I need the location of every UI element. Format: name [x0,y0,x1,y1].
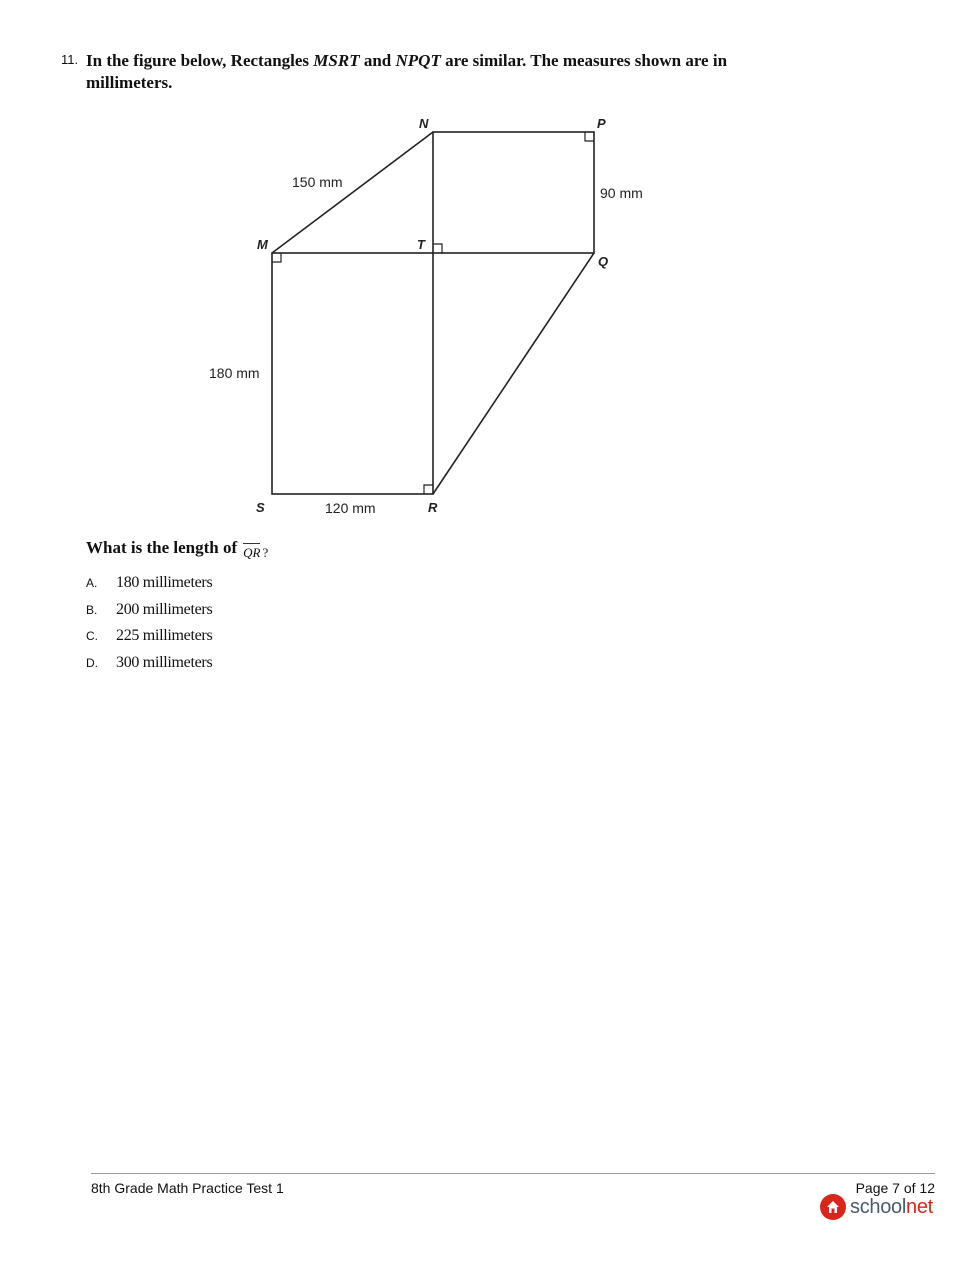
right-angle-t [433,244,442,253]
choice-a[interactable] [86,574,212,601]
geometry-figure [190,108,670,528]
question-text [86,50,786,94]
question-text-end: are similar. The measures shown are in millimeters. [86,51,728,92]
page-number: Page 7 of 12 [855,1180,935,1196]
right-angle-m [272,253,281,262]
choice-letter: C. [86,629,98,644]
footer-divider [91,1173,935,1174]
answer-choices [86,574,212,681]
house-icon [820,1194,846,1220]
label-sr: 120 mm [325,500,376,516]
segment-qr [433,253,594,494]
rect-msrt: MSRT [313,51,360,70]
right-angle-r [424,485,433,494]
rectangle-npqt [433,132,594,253]
segment-mn [272,132,433,253]
question-text-start: In the figure below, Rectangles [86,51,314,70]
logo-main: school [850,1195,907,1218]
choice-text: 300 millimeters [116,654,213,672]
vertex-s: S [256,500,265,515]
choice-d[interactable] [86,654,212,681]
schoolnet-logo [820,1194,933,1220]
segment-qr-label: QR [243,545,261,560]
prompt-suffix: ? [262,545,269,560]
label-pq: 90 mm [600,185,643,201]
figure-svg [190,108,670,528]
choice-text: 225 millimeters [116,627,213,645]
vertex-m: M [257,237,268,252]
logo-text [850,1196,933,1219]
rectangle-msrt [272,253,433,494]
choice-letter: D. [86,656,98,671]
prompt-text: What is the length of [86,538,238,557]
choice-c[interactable] [86,627,212,654]
rect-npqt: NPQT [395,51,441,70]
vertex-t: T [417,237,425,252]
right-angle-p [585,132,594,141]
question-number: 11. [61,52,79,67]
question-prompt [86,538,268,558]
choice-b[interactable] [86,601,212,628]
label-ms: 180 mm [209,365,260,381]
choice-letter: B. [86,602,98,617]
footer-title: 8th Grade Math Practice Test 1 [91,1180,284,1196]
choice-letter: A. [86,576,98,590]
vertex-p: P [597,116,606,131]
question-text-mid: and [359,51,396,70]
label-mn: 150 mm [292,174,343,190]
logo-accent: net [906,1195,933,1218]
choice-text: 200 millimeters [116,600,213,618]
choice-text: 180 millimeters [116,574,213,591]
vertex-n: N [419,116,429,131]
vertex-r: R [428,500,438,515]
vertex-q: Q [598,254,609,269]
